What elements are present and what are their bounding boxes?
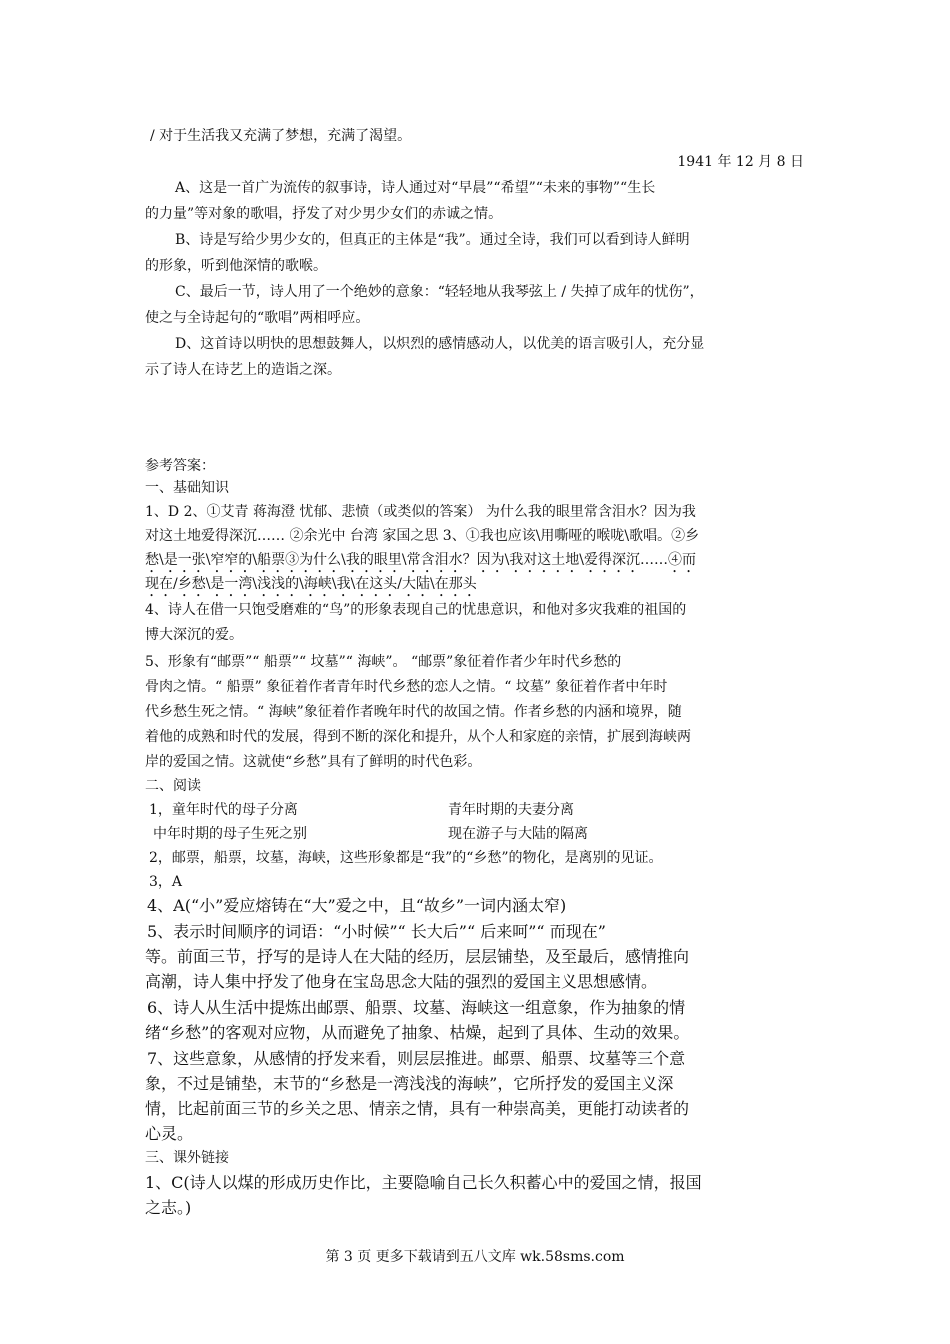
answer-line: 对这土地爱得深沉…… ②余光中 台湾 家国之思 3、①我也应该\用嘶哑的喉咙\歌唱。②乡: [145, 528, 700, 544]
option-a-line-1: A、这是一首广为流传的叙事诗，诗人通过对“早晨”“希望”“未来的事物”“生长: [175, 180, 656, 196]
option-b-line-1: B、诗是写给少男少女的，但真正的主体是“我”。通过全诗，我们可以看到诗人鲜明: [175, 232, 690, 248]
option-c-line-1: C、最后一节，诗人用了一个绝妙的意象：“轻轻地从我琴弦上 / 失掉了成年的忧伤”，: [175, 284, 704, 300]
option-c-line-2: 使之与全诗起句的“歌唱”两相呼应。: [145, 310, 370, 326]
option-d-line-2: 示了诗人在诗艺上的造诣之深。: [145, 362, 341, 378]
answer-line: 博大深沉的爱。: [145, 627, 243, 643]
answer-line: 愁\是一张\窄窄的\船票③为什么\我的眼里\常含泪水？因为\我对这土地\爱得深沉……④而: [145, 552, 697, 568]
reading-answer-1d: 现在游子与大陆的隔离: [448, 826, 588, 842]
answer-line: 1、D 2、①艾青 蒋海澄 忧郁、悲愤（或类似的答案） 为什么我的眼里常含泪水？因为我: [145, 504, 696, 520]
reading-answer-3: 3，A: [149, 874, 183, 890]
reading-answer-1b: 青年时期的夫妻分离: [448, 802, 574, 818]
reading-answer-1c: 中年时期的母子生死之别: [153, 826, 307, 842]
answer-line: 着他的成熟和时代的发展，得到不断的深化和提升，从个人和家庭的亲情，扩展到海峡两: [145, 729, 691, 745]
reading-answer-5: 5、表示时间顺序的词语：“小时候”“ 长大后”“ 后来呵”“ 而现在”: [147, 922, 606, 941]
reading-answer-5: 等。前面三节，抒写的是诗人在大陆的经历，层层铺垫，及至最后，感情推向: [145, 947, 690, 966]
answer-line: 骨肉之情。“ 船票” 象征着作者青年时代乡愁的恋人之情。“ 坟墓” 象征着作者中年时: [145, 679, 668, 695]
reading-answer-7: 心灵。: [145, 1124, 194, 1143]
reading-answer-4: 4、A(“小”爱应熔铸在“大”爱之中，且“故乡”一词内涵太窄): [147, 896, 567, 915]
reading-answer-5: 高潮，诗人集中抒发了他身在宝岛思念大陆的强烈的爱国主义思想感情。: [145, 972, 658, 991]
extension-answer-1: 之志。): [145, 1198, 192, 1217]
option-a-line-2: 的力量”等对象的歌唱，抒发了对少男少女们的赤诚之情。: [145, 206, 503, 222]
option-d-line-1: D、这首诗以明快的思想鼓舞人，以炽烈的感情感动人，以优美的语言吸引人，充分显: [175, 336, 705, 352]
reading-answer-7: 7、这些意象，从感情的抒发来看，则层层推进。邮票、船票、坟墓等三个意: [147, 1049, 686, 1068]
reading-answer-6: 绪“乡愁”的客观对应物，从而避免了抽象、枯燥，起到了具体、生动的效果。: [145, 1023, 690, 1042]
answer-line: 现在/乡愁\是一湾\浅浅的\海峡\我\在这头/大陆\在那头: [145, 576, 477, 592]
answers-heading: 参考答案：: [145, 458, 215, 474]
section-3-heading: 三、课外链接: [145, 1150, 229, 1166]
reading-answer-7: 情，比起前面三节的乡关之思、情亲之情，具有一种崇高美，更能打动读者的: [145, 1099, 690, 1118]
poem-last-line: / 对于生活我又充满了梦想，充满了渴望。: [150, 128, 412, 144]
poem-date: 1941 年 12 月 8 日: [677, 154, 804, 170]
extension-answer-1: 1、C(诗人以煤的形成历史作比，主要隐喻自己长久积蓄心中的爱国之情，报国: [145, 1173, 702, 1192]
answer-line: 代乡愁生死之情。“ 海峡”象征着作者晚年时代的故国之情。作者乡愁的内涵和境界，随: [145, 704, 682, 720]
option-b-line-2: 的形象，听到他深情的歌喉。: [145, 258, 327, 274]
reading-answer-2: 2，邮票，船票，坟墓，海峡，这些形象都是“我”的“乡愁”的物化，是离别的见证。: [149, 850, 663, 866]
answer-line: 岸的爱国之情。这就使“乡愁”具有了鲜明的时代色彩。: [145, 754, 482, 770]
reading-answer-7: 象，不过是铺垫，末节的“乡愁是一湾浅浅的海峡”，它所抒发的爱国主义深: [145, 1074, 674, 1093]
section-2-heading: 二、阅读: [145, 778, 201, 794]
section-1-heading: 一、基础知识: [145, 480, 229, 496]
reading-answer-1a: 1，童年时代的母子分离: [149, 802, 298, 818]
reading-answer-6: 6、诗人从生活中提炼出邮票、船票、坟墓、海峡这一组意象，作为抽象的情: [147, 998, 686, 1017]
answer-line: 4、诗人在借一只饱受磨难的“鸟”的形象表现自己的忧患意识，和他对多灾我难的祖国的: [145, 602, 687, 618]
answer-line: 5、形象有“邮票”“ 船票”“ 坟墓”“ 海峡”。 “邮票”象征着作者少年时代乡愁的: [145, 654, 622, 670]
page-footer: 第 3 页 更多下载请到五八文库 wk.58sms.com: [325, 1249, 625, 1265]
